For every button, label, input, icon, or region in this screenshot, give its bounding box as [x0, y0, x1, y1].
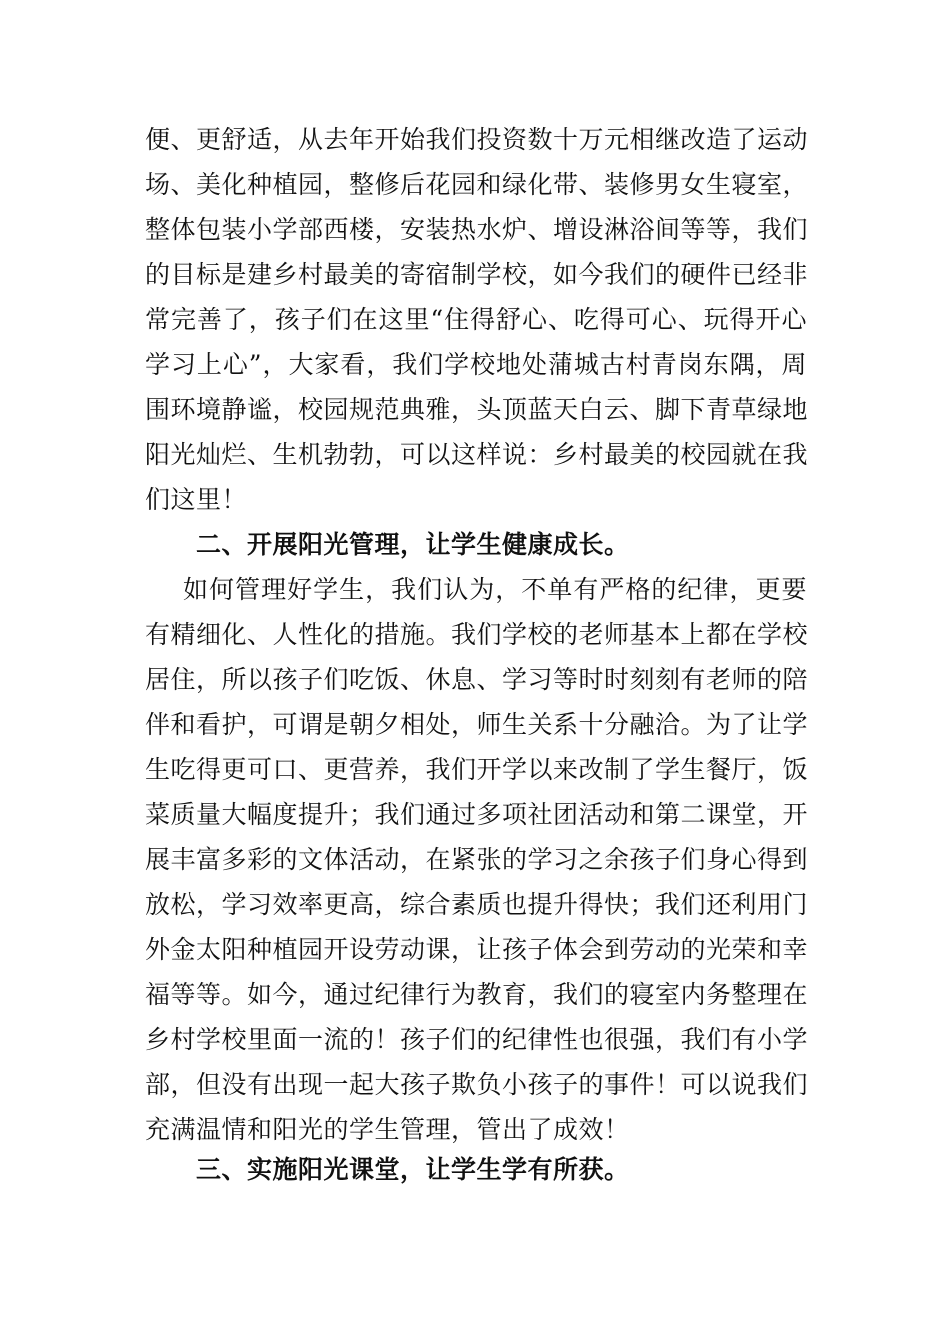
heading-2-text: 二、开展阳光管理，让学生健康成长。 [196, 530, 630, 559]
paragraph-2-line: 放松，学习效率更高，综合素质也提升得快；我们还利用门 [145, 890, 809, 919]
paragraph-2-line: 福等等。如今，通过纪律行为教育，我们的寝室内务整理在 [145, 980, 809, 1009]
paragraph-1-line: 场、美化种植园，整修后花园和绿化带、装修男女生寝室， [145, 170, 809, 199]
paragraph-2-line: 伴和看护，可谓是朝夕相处，师生关系十分融洽。为了让学 [145, 710, 809, 739]
paragraph-2-line: 生吃得更可口、更营养，我们开学以来改制了学生餐厅，饭 [145, 755, 809, 784]
paragraph-2-line: 居住，所以孩子们吃饭、休息、学习等时时刻刻有老师的陪 [145, 665, 809, 694]
section-heading-2 [145, 522, 807, 567]
paragraph-2-line: 如何管理好学生，我们认为，不单有严格的纪律，更要 [183, 575, 807, 604]
paragraph-1-line: 整体包装小学部西楼，安装热水炉、增设淋浴间等等，我们 [145, 215, 809, 244]
paragraph-2-line: 乡村学校里面一流的！孩子们的纪律性也很强，我们有小学 [145, 1025, 809, 1054]
paragraph-2-line: 菜质量大幅度提升；我们通过多项社团活动和第二课堂，开 [145, 800, 809, 829]
paragraph-1-line: 阳光灿烂、生机勃勃，可以这样说：乡村最美的校园就在我 [145, 440, 809, 469]
paragraph-1-line: 们这里！ [145, 485, 248, 514]
paragraph-1 [145, 117, 807, 522]
paragraph-2-line: 外金太阳种植园开设劳动课，让孩子体会到劳动的光荣和幸 [145, 935, 809, 964]
paragraph-1-line: 学习上心”，大家看，我们学校地处蒲城古村青岗东隅，周 [145, 350, 807, 379]
paragraph-1-line: 围环境静谧，校园规范典雅，头顶蓝天白云、脚下青草绿地 [145, 395, 809, 424]
paragraph-1-line: 的目标是建乡村最美的寄宿制学校，如今我们的硬件已经非 [145, 260, 809, 289]
paragraph-1-line: 常完善了，孩子们在这里“住得舒心、吃得可心、玩得开心 [145, 305, 807, 334]
paragraph-2-line: 部，但没有出现一起大孩子欺负小孩子的事件！可以说我们 [145, 1070, 809, 1099]
paragraph-2 [145, 567, 807, 1152]
paragraph-2-line: 充满温情和阳光的学生管理，管出了成效！ [145, 1115, 630, 1144]
paragraph-1-line: 便、更舒适，从去年开始我们投资数十万元相继改造了运动 [145, 125, 809, 154]
heading-3-text: 三、实施阳光课堂，让学生学有所获。 [196, 1155, 630, 1184]
paragraph-2-line: 有精细化、人性化的措施。我们学校的老师基本上都在学校 [145, 620, 809, 649]
paragraph-2-line: 展丰富多彩的文体活动，在紧张的学习之余孩子们身心得到 [145, 845, 809, 874]
section-heading-3 [145, 1147, 807, 1192]
